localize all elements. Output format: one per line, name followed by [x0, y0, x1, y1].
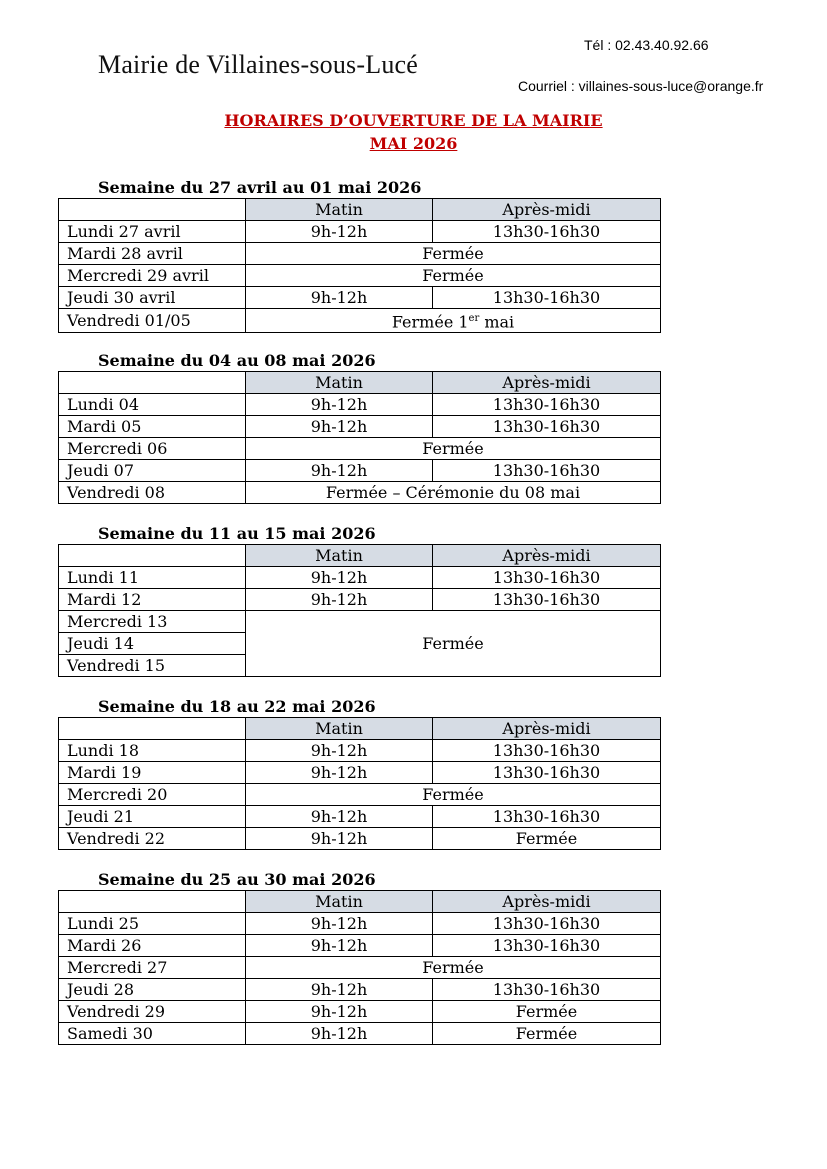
empty-header-cell	[59, 545, 246, 567]
morning-hours: 9h-12h	[246, 1001, 433, 1023]
day-cell: Jeudi 21	[59, 806, 246, 828]
empty-header-cell	[59, 199, 246, 221]
closed-cell: Fermée	[246, 957, 661, 979]
table-row	[59, 567, 661, 589]
day-cell: Jeudi 07	[59, 460, 246, 482]
morning-hours: 9h-12h	[246, 1023, 433, 1045]
column-header-matin: Matin	[246, 891, 433, 913]
table-row	[59, 1001, 661, 1023]
afternoon-hours: Fermée	[433, 828, 661, 850]
day-cell: Mercredi 27	[59, 957, 246, 979]
table-header-row	[59, 891, 661, 913]
day-cell: Mercredi 20	[59, 784, 246, 806]
day-cell: Jeudi 14	[59, 633, 246, 655]
closed-cell: Fermée	[246, 611, 661, 677]
week-title: Semaine du 04 au 08 mai 2026	[98, 351, 376, 370]
morning-hours: 9h-12h	[246, 828, 433, 850]
afternoon-hours: 13h30-16h30	[433, 221, 661, 243]
empty-header-cell	[59, 372, 246, 394]
day-cell: Vendredi 01/05	[59, 309, 246, 333]
afternoon-hours: 13h30-16h30	[433, 287, 661, 309]
column-header-apres-midi: Après-midi	[433, 199, 661, 221]
day-cell: Lundi 25	[59, 913, 246, 935]
page-subtitle: MAI 2026	[369, 134, 458, 153]
day-cell: Mardi 12	[59, 589, 246, 611]
table-header-row	[59, 718, 661, 740]
table-row	[59, 611, 661, 633]
morning-hours: 9h-12h	[246, 979, 433, 1001]
column-header-matin: Matin	[246, 372, 433, 394]
table-header-row	[59, 372, 661, 394]
closed-text-end: mai	[479, 312, 515, 332]
closed-cell: Fermée	[246, 784, 661, 806]
closed-text: Fermée 1	[391, 312, 469, 332]
day-cell: Jeudi 30 avril	[59, 287, 246, 309]
table-row	[59, 309, 661, 333]
afternoon-hours: 13h30-16h30	[433, 913, 661, 935]
day-cell: Jeudi 28	[59, 979, 246, 1001]
table-row	[59, 935, 661, 957]
day-cell: Lundi 04	[59, 394, 246, 416]
week-table	[58, 371, 661, 504]
week-title: Semaine du 25 au 30 mai 2026	[98, 870, 376, 889]
afternoon-hours: Fermée	[433, 1023, 661, 1045]
column-header-apres-midi: Après-midi	[433, 718, 661, 740]
empty-header-cell	[59, 718, 246, 740]
closed-cell: Fermée	[246, 243, 661, 265]
table-row	[59, 1023, 661, 1045]
table-row	[59, 265, 661, 287]
morning-hours: 9h-12h	[246, 740, 433, 762]
week-table	[58, 544, 661, 677]
afternoon-hours: Fermée	[433, 1001, 661, 1023]
week-title: Semaine du 27 avril au 01 mai 2026	[98, 178, 422, 197]
afternoon-hours: 13h30-16h30	[433, 567, 661, 589]
week-title: Semaine du 18 au 22 mai 2026	[98, 697, 376, 716]
table-row	[59, 589, 661, 611]
afternoon-hours: 13h30-16h30	[433, 979, 661, 1001]
closed-cell: Fermée	[246, 265, 661, 287]
day-cell: Samedi 30	[59, 1023, 246, 1045]
table-header-row	[59, 545, 661, 567]
table-row	[59, 784, 661, 806]
table-row	[59, 221, 661, 243]
morning-hours: 9h-12h	[246, 935, 433, 957]
table-row	[59, 460, 661, 482]
week-table	[58, 890, 661, 1045]
afternoon-hours: 13h30-16h30	[433, 460, 661, 482]
afternoon-hours: 13h30-16h30	[433, 589, 661, 611]
table-row	[59, 416, 661, 438]
afternoon-hours: 13h30-16h30	[433, 935, 661, 957]
morning-hours: 9h-12h	[246, 221, 433, 243]
column-header-matin: Matin	[246, 545, 433, 567]
day-cell: Lundi 11	[59, 567, 246, 589]
day-cell: Vendredi 08	[59, 482, 246, 504]
table-row	[59, 957, 661, 979]
afternoon-hours: 13h30-16h30	[433, 740, 661, 762]
week-table	[58, 717, 661, 850]
afternoon-hours: 13h30-16h30	[433, 762, 661, 784]
morning-hours: 9h-12h	[246, 394, 433, 416]
afternoon-hours: 13h30-16h30	[433, 394, 661, 416]
afternoon-hours: 13h30-16h30	[433, 416, 661, 438]
column-header-matin: Matin	[246, 199, 433, 221]
morning-hours: 9h-12h	[246, 806, 433, 828]
column-header-apres-midi: Après-midi	[433, 545, 661, 567]
closed-cell	[246, 309, 661, 333]
table-row	[59, 482, 661, 504]
column-header-matin: Matin	[246, 718, 433, 740]
page-title: HORAIRES D’OUVERTURE DE LA MAIRIE	[224, 111, 603, 130]
morning-hours: 9h-12h	[246, 460, 433, 482]
table-row	[59, 762, 661, 784]
empty-header-cell	[59, 891, 246, 913]
column-header-apres-midi: Après-midi	[433, 372, 661, 394]
day-cell: Lundi 27 avril	[59, 221, 246, 243]
morning-hours: 9h-12h	[246, 589, 433, 611]
mairie-name: Mairie de Villaines-sous-Lucé	[98, 50, 418, 79]
closed-cell: Fermée – Cérémonie du 08 mai	[246, 482, 661, 504]
morning-hours: 9h-12h	[246, 287, 433, 309]
day-cell: Mercredi 06	[59, 438, 246, 460]
afternoon-hours: 13h30-16h30	[433, 806, 661, 828]
day-cell: Vendredi 15	[59, 655, 246, 677]
table-row	[59, 243, 661, 265]
table-row	[59, 438, 661, 460]
day-cell: Mardi 05	[59, 416, 246, 438]
day-cell: Lundi 18	[59, 740, 246, 762]
day-cell: Vendredi 29	[59, 1001, 246, 1023]
day-cell: Mercredi 29 avril	[59, 265, 246, 287]
ordinal-suffix: er	[468, 313, 480, 324]
phone-number: Tél : 02.43.40.92.66	[584, 37, 709, 53]
week-table	[58, 198, 661, 333]
column-header-apres-midi: Après-midi	[433, 891, 661, 913]
table-row	[59, 828, 661, 850]
table-row	[59, 287, 661, 309]
morning-hours: 9h-12h	[246, 567, 433, 589]
day-cell: Mercredi 13	[59, 611, 246, 633]
table-row	[59, 806, 661, 828]
day-cell: Mardi 26	[59, 935, 246, 957]
table-row	[59, 394, 661, 416]
table-row	[59, 913, 661, 935]
morning-hours: 9h-12h	[246, 913, 433, 935]
email-address: Courriel : villaines-sous-luce@orange.fr	[518, 78, 764, 94]
closed-cell: Fermée	[246, 438, 661, 460]
table-row	[59, 979, 661, 1001]
morning-hours: 9h-12h	[246, 762, 433, 784]
table-row	[59, 740, 661, 762]
morning-hours: 9h-12h	[246, 416, 433, 438]
day-cell: Vendredi 22	[59, 828, 246, 850]
day-cell: Mardi 19	[59, 762, 246, 784]
day-cell: Mardi 28 avril	[59, 243, 246, 265]
table-header-row	[59, 199, 661, 221]
week-title: Semaine du 11 au 15 mai 2026	[98, 524, 376, 543]
